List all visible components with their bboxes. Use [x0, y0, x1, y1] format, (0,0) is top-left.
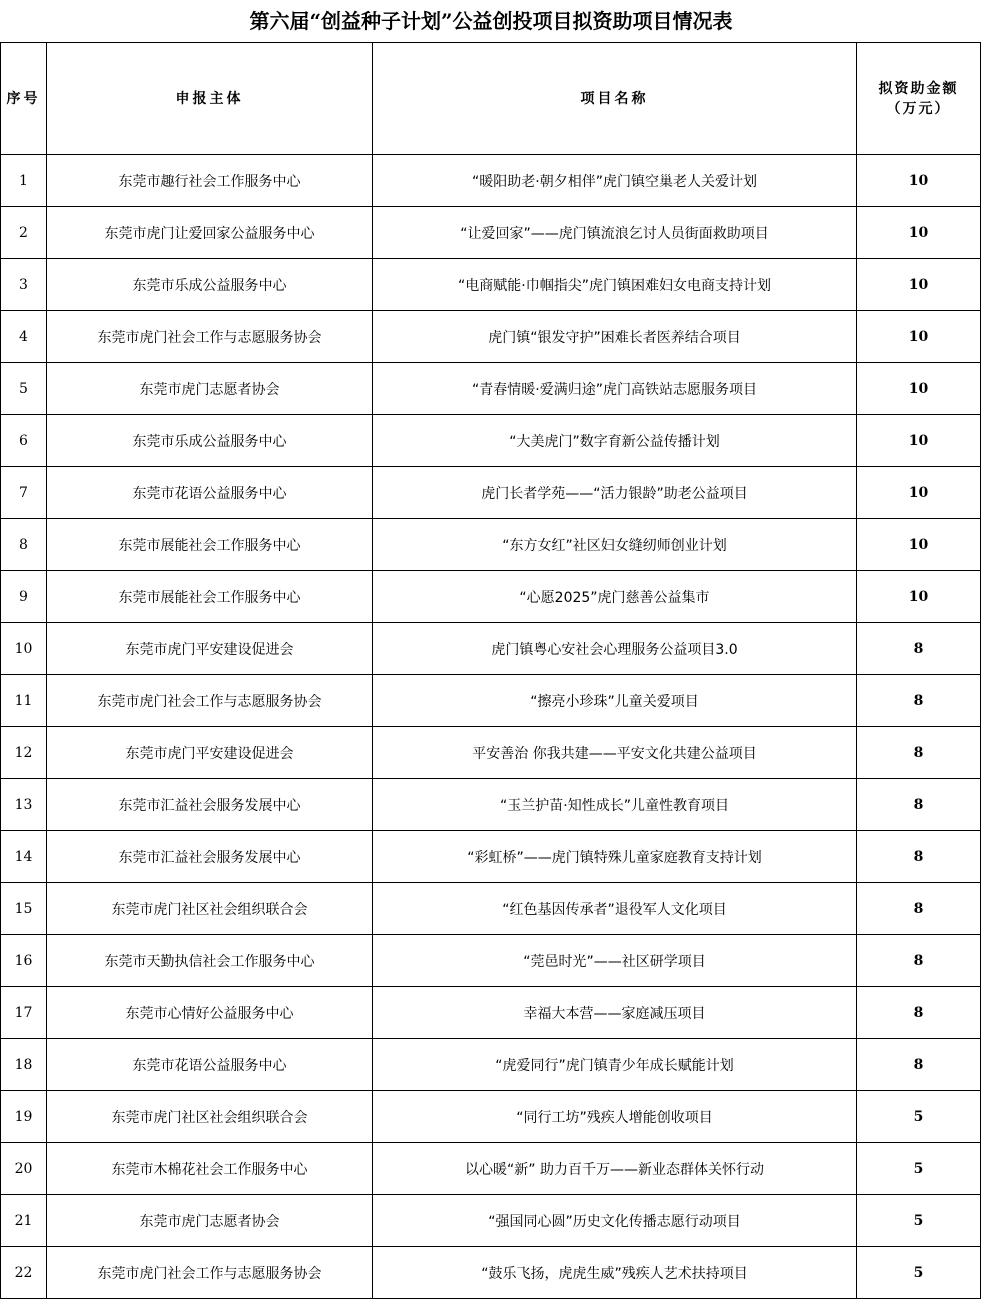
cell-amount: 8 — [857, 623, 981, 675]
cell-seq: 6 — [1, 415, 47, 467]
table-row — [1, 571, 981, 623]
cell-amount: 8 — [857, 935, 981, 987]
cell-seq: 10 — [1, 623, 47, 675]
table-row — [1, 155, 981, 207]
cell-amount: 10 — [857, 519, 981, 571]
cell-org: 东莞市花语公益服务中心 — [47, 1039, 373, 1091]
cell-seq: 17 — [1, 987, 47, 1039]
table-row — [1, 883, 981, 935]
table-row — [1, 311, 981, 363]
cell-org: 东莞市虎门志愿者协会 — [47, 363, 373, 415]
cell-amount: 10 — [857, 311, 981, 363]
table-body — [1, 155, 981, 1299]
table-row — [1, 259, 981, 311]
cell-seq: 21 — [1, 1195, 47, 1247]
table-row — [1, 1143, 981, 1195]
table-row — [1, 1195, 981, 1247]
cell-amount: 5 — [857, 1247, 981, 1299]
cell-amount: 8 — [857, 831, 981, 883]
cell-org: 东莞市虎门社区社会组织联合会 — [47, 883, 373, 935]
cell-org: 东莞市心情好公益服务中心 — [47, 987, 373, 1039]
cell-seq: 11 — [1, 675, 47, 727]
cell-seq: 16 — [1, 935, 47, 987]
cell-seq: 1 — [1, 155, 47, 207]
cell-seq: 3 — [1, 259, 47, 311]
table-row — [1, 987, 981, 1039]
cell-amount: 10 — [857, 207, 981, 259]
header-project: 项目名称 — [373, 43, 857, 155]
table-row — [1, 1247, 981, 1299]
table-row — [1, 519, 981, 571]
table-row — [1, 1039, 981, 1091]
cell-project: 虎门长者学苑——“活力银龄”助老公益项目 — [373, 467, 857, 519]
cell-org: 东莞市虎门让爱回家公益服务中心 — [47, 207, 373, 259]
cell-seq: 18 — [1, 1039, 47, 1091]
cell-project: “大美虎门”数字育新公益传播计划 — [373, 415, 857, 467]
cell-seq: 22 — [1, 1247, 47, 1299]
cell-seq: 12 — [1, 727, 47, 779]
cell-org: 东莞市虎门社会工作与志愿服务协会 — [47, 311, 373, 363]
cell-amount: 8 — [857, 987, 981, 1039]
table-row — [1, 415, 981, 467]
table-row — [1, 727, 981, 779]
cell-amount: 10 — [857, 415, 981, 467]
table-row — [1, 831, 981, 883]
cell-org: 东莞市花语公益服务中心 — [47, 467, 373, 519]
cell-project: 幸福大本营——家庭减压项目 — [373, 987, 857, 1039]
cell-project: 平安善治 你我共建——平安文化共建公益项目 — [373, 727, 857, 779]
cell-project: “让爱回家”——虎门镇流浪乞讨人员街面救助项目 — [373, 207, 857, 259]
cell-seq: 19 — [1, 1091, 47, 1143]
cell-org: 东莞市虎门志愿者协会 — [47, 1195, 373, 1247]
table-row — [1, 467, 981, 519]
table-row — [1, 1091, 981, 1143]
cell-org: 东莞市木棉花社会工作服务中心 — [47, 1143, 373, 1195]
cell-seq: 7 — [1, 467, 47, 519]
header-amount-unit: （万元） — [886, 100, 951, 117]
cell-seq: 15 — [1, 883, 47, 935]
table-row — [1, 207, 981, 259]
table-header-row — [1, 43, 981, 155]
cell-seq: 13 — [1, 779, 47, 831]
cell-amount: 10 — [857, 571, 981, 623]
cell-seq: 20 — [1, 1143, 47, 1195]
cell-org: 东莞市展能社会工作服务中心 — [47, 519, 373, 571]
cell-amount: 5 — [857, 1143, 981, 1195]
cell-project: “同行工坊”残疾人增能创收项目 — [373, 1091, 857, 1143]
table-row — [1, 675, 981, 727]
cell-project: “青春情暖·爱满归途”虎门高铁站志愿服务项目 — [373, 363, 857, 415]
cell-amount: 8 — [857, 883, 981, 935]
header-amount-label: 拟资助金额 — [878, 80, 959, 97]
cell-project: “强国同心圆”历史文化传播志愿行动项目 — [373, 1195, 857, 1247]
cell-amount: 8 — [857, 779, 981, 831]
cell-amount: 5 — [857, 1091, 981, 1143]
cell-org: 东莞市虎门平安建设促进会 — [47, 623, 373, 675]
header-amount — [857, 43, 981, 155]
cell-project: “擦亮小珍珠”儿童关爱项目 — [373, 675, 857, 727]
header-org: 申报主体 — [47, 43, 373, 155]
cell-amount: 10 — [857, 259, 981, 311]
cell-seq: 14 — [1, 831, 47, 883]
cell-org: 东莞市汇益社会服务发展中心 — [47, 779, 373, 831]
funding-table — [0, 42, 981, 1299]
page-title: 第六届“创益种子计划”公益创投项目拟资助项目情况表 — [249, 9, 733, 33]
cell-amount: 10 — [857, 363, 981, 415]
cell-amount: 8 — [857, 675, 981, 727]
cell-project: 以心暖“新” 助力百千万——新业态群体关怀行动 — [373, 1143, 857, 1195]
cell-org: 东莞市趣行社会工作服务中心 — [47, 155, 373, 207]
cell-amount: 8 — [857, 727, 981, 779]
cell-project: “红色基因传承者”退役军人文化项目 — [373, 883, 857, 935]
header-seq: 序号 — [1, 43, 47, 155]
cell-seq: 9 — [1, 571, 47, 623]
cell-project: 虎门镇“银发守护”困难长者医养结合项目 — [373, 311, 857, 363]
cell-amount: 5 — [857, 1195, 981, 1247]
cell-org: 东莞市天勤执信社会工作服务中心 — [47, 935, 373, 987]
cell-project: “暖阳助老·朝夕相伴”虎门镇空巢老人关爱计划 — [373, 155, 857, 207]
cell-org: 东莞市乐成公益服务中心 — [47, 259, 373, 311]
cell-project: “莞邑时光”——社区研学项目 — [373, 935, 857, 987]
cell-seq: 8 — [1, 519, 47, 571]
cell-seq: 5 — [1, 363, 47, 415]
cell-seq: 4 — [1, 311, 47, 363]
cell-org: 东莞市虎门平安建设促进会 — [47, 727, 373, 779]
cell-project: “东方女红”社区妇女缝纫师创业计划 — [373, 519, 857, 571]
cell-org: 东莞市虎门社会工作与志愿服务协会 — [47, 675, 373, 727]
cell-project: “玉兰护苗·知性成长”儿童性教育项目 — [373, 779, 857, 831]
table-row — [1, 363, 981, 415]
cell-project: “虎爱同行”虎门镇青少年成长赋能计划 — [373, 1039, 857, 1091]
cell-amount: 8 — [857, 1039, 981, 1091]
cell-amount: 10 — [857, 467, 981, 519]
cell-org: 东莞市虎门社会工作与志愿服务协会 — [47, 1247, 373, 1299]
cell-project: “彩虹桥”——虎门镇特殊儿童家庭教育支持计划 — [373, 831, 857, 883]
cell-org: 东莞市展能社会工作服务中心 — [47, 571, 373, 623]
cell-org: 东莞市虎门社区社会组织联合会 — [47, 1091, 373, 1143]
table-row — [1, 623, 981, 675]
cell-org: 东莞市汇益社会服务发展中心 — [47, 831, 373, 883]
cell-project: 虎门镇粤心安社会心理服务公益项目3.0 — [373, 623, 857, 675]
table-row — [1, 779, 981, 831]
cell-seq: 2 — [1, 207, 47, 259]
cell-project: “鼓乐飞扬，虎虎生威”残疾人艺术扶持项目 — [373, 1247, 857, 1299]
cell-amount: 10 — [857, 155, 981, 207]
cell-project: “心愿2025”虎门慈善公益集市 — [373, 571, 857, 623]
cell-org: 东莞市乐成公益服务中心 — [47, 415, 373, 467]
table-row — [1, 935, 981, 987]
cell-project: “电商赋能·巾帼指尖”虎门镇困难妇女电商支持计划 — [373, 259, 857, 311]
